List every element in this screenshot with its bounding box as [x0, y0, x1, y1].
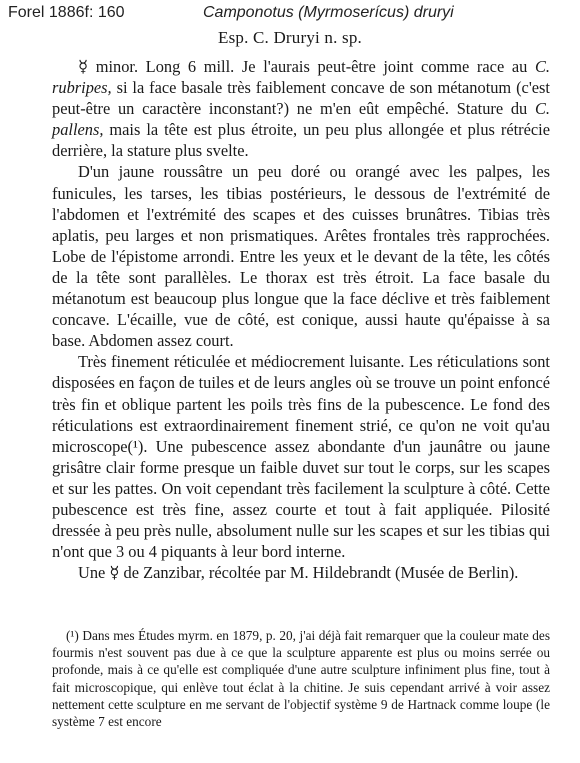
main-text	[52, 56, 550, 583]
text-run: Très finement réticulée et médiocrement luisante. Les réticulations sont disposées en façon de tuiles et de leurs angles où se trouve un point enfoncé très fin et oblique partent les poils très fins de la pubescence. Le fond des réticulations est extraordinairement finement strié, ce qu'on ne voit qu'au microscope(¹). Une pubescence assez abondante d'un jaunâtre ou jaune grisâtre clair forme presque un faible duvet sur tout le corps, sur les scapes et sur les pattes. On voit cependant très facilement la sculpture à côté. Cette pubescence est très fine, assez courte et tout à fait appliquée. Pilosité dressée à peu près nulle, absolument nulle sur les scapes et sur les tibias qui n'ont que 3 ou 4 piquants à leur bord interne.	[52, 352, 550, 562]
italic-species-ref: C. rubripes,	[52, 57, 550, 98]
paragraph-coloration	[52, 161, 550, 351]
section-title: Esp. C. Druryi n. sp.	[218, 28, 362, 47]
text-run: ☿ minor. Long 6 mill. Je l'aurais peut-être joint comme race au	[78, 57, 535, 76]
paragraph-sculpture	[52, 351, 550, 562]
paragraph-description	[52, 56, 550, 161]
text-run: mais la tête est plus étroite, un peu plus allongée et plus rétrécie derrière, la stature plus svelte.	[52, 120, 550, 161]
source-reference: Forel 1886f: 160	[8, 4, 125, 21]
page-header	[8, 4, 568, 24]
footnote	[52, 627, 550, 730]
text-run: Une ☿ de Zanzibar, récoltée par M. Hildebrandt (Musée de Berlin).	[78, 563, 519, 583]
footnote-text: (¹) Dans mes Études myrm. en 1879, p. 20, j'ai déjà fait remarquer que la couleur mate des fourmis n'est souvent pas due à ce que la sculpture apparente est plus ou moins serrée ou profonde, mais à ce qu'elle est compliquée d'une autre sculpture infiniment plus fine, tout à fait microscopique, qui enlève tout éclat à la chitine. Je suis cependant arrivé à voir assez nettement cette sculpture en me servant de l'objectif système 9 de Hartnack comme loupe (le système 7 est encore	[52, 628, 550, 730]
italic-species-ref: C. pallens,	[52, 99, 550, 140]
text-run: D'un jaune roussâtre un peu doré ou orangé avec les palpes, les funicules, les tarses, les tibias postérieurs, le dessous de l'extrémité de l'abdomen et l'extrémité des scapes et des cuisses brunâtres. Tibias très aplatis, peu larges et non prismatiques. Arêtes frontales très rapprochées. Lobe de l'épistome arrondi. Entre les yeux et le devant de la tête, les côtés de la tête sont parallèles. Le thorax est très étroit. La face basale du métanotum est beaucoup plus longue que la face déclive et très faiblement concave. L'écaille, vue de côté, est conique, aussi haute qu'épaisse à sa base. Abdomen assez court.	[52, 162, 550, 351]
text-run: si la face basale très faiblement concave de son métanotum (c'est peut-être un caractère inconstant?) ne m'en eût empêché. Stature du	[52, 78, 550, 119]
species-name: Camponotus (Myrmoserícus) druryi	[203, 4, 454, 21]
paragraph-locality	[52, 562, 550, 583]
